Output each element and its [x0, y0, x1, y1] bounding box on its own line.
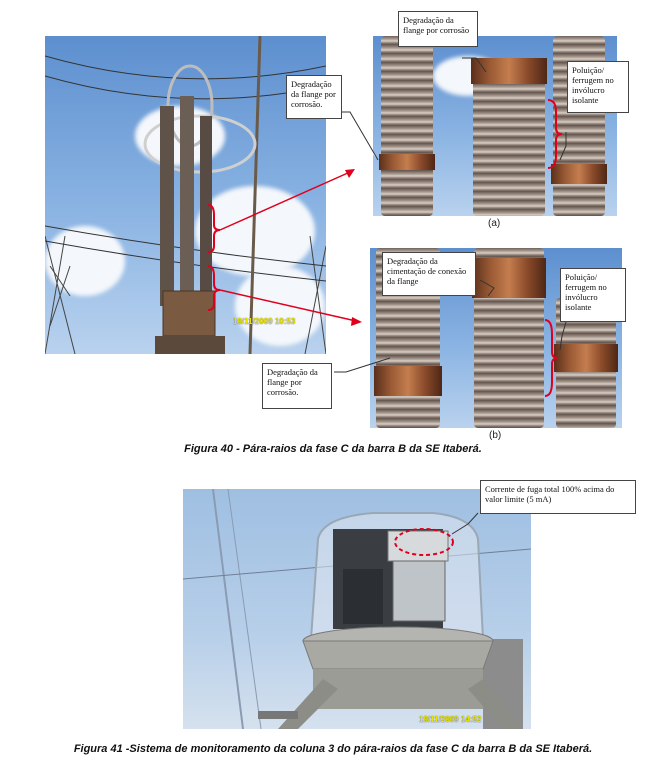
panel-b-label: (b)	[489, 430, 502, 441]
panel-a-label: (a)	[488, 218, 501, 229]
callout-panel-a-right: Poluição/ ferrugem no invólucro isolante	[567, 61, 629, 113]
callout-main-left: Degradação da flange por corrosão.	[286, 75, 342, 119]
callout-panel-b-right: Poluição/ ferrugem no invólucro isolante	[560, 268, 626, 322]
figure40-caption: Figura 40 - Pára-raios da fase C da barra B da SE Itaberá.	[184, 443, 482, 455]
figure40-timestamp: 19/11/2009 10:53	[233, 317, 296, 326]
figure41-timestamp: 19/11/2009 14:52	[419, 715, 482, 724]
figure41-caption: Figura 41 -Sistema de monitoramento da coluna 3 do pára-raios da fase C da barra B da SE Itaberá.	[73, 743, 593, 755]
callout-panel-a-top: Degradação da flange por corrosão	[398, 11, 478, 47]
callout-panel-b-top: Degradação da cimentação de conexão da flange	[382, 252, 476, 296]
figure41-callout: Corrente de fuga total 100% acima do valor limite (5 mA)	[480, 480, 636, 514]
callout-panel-b-bottom-left: Degradação da flange por corrosão.	[262, 363, 332, 409]
